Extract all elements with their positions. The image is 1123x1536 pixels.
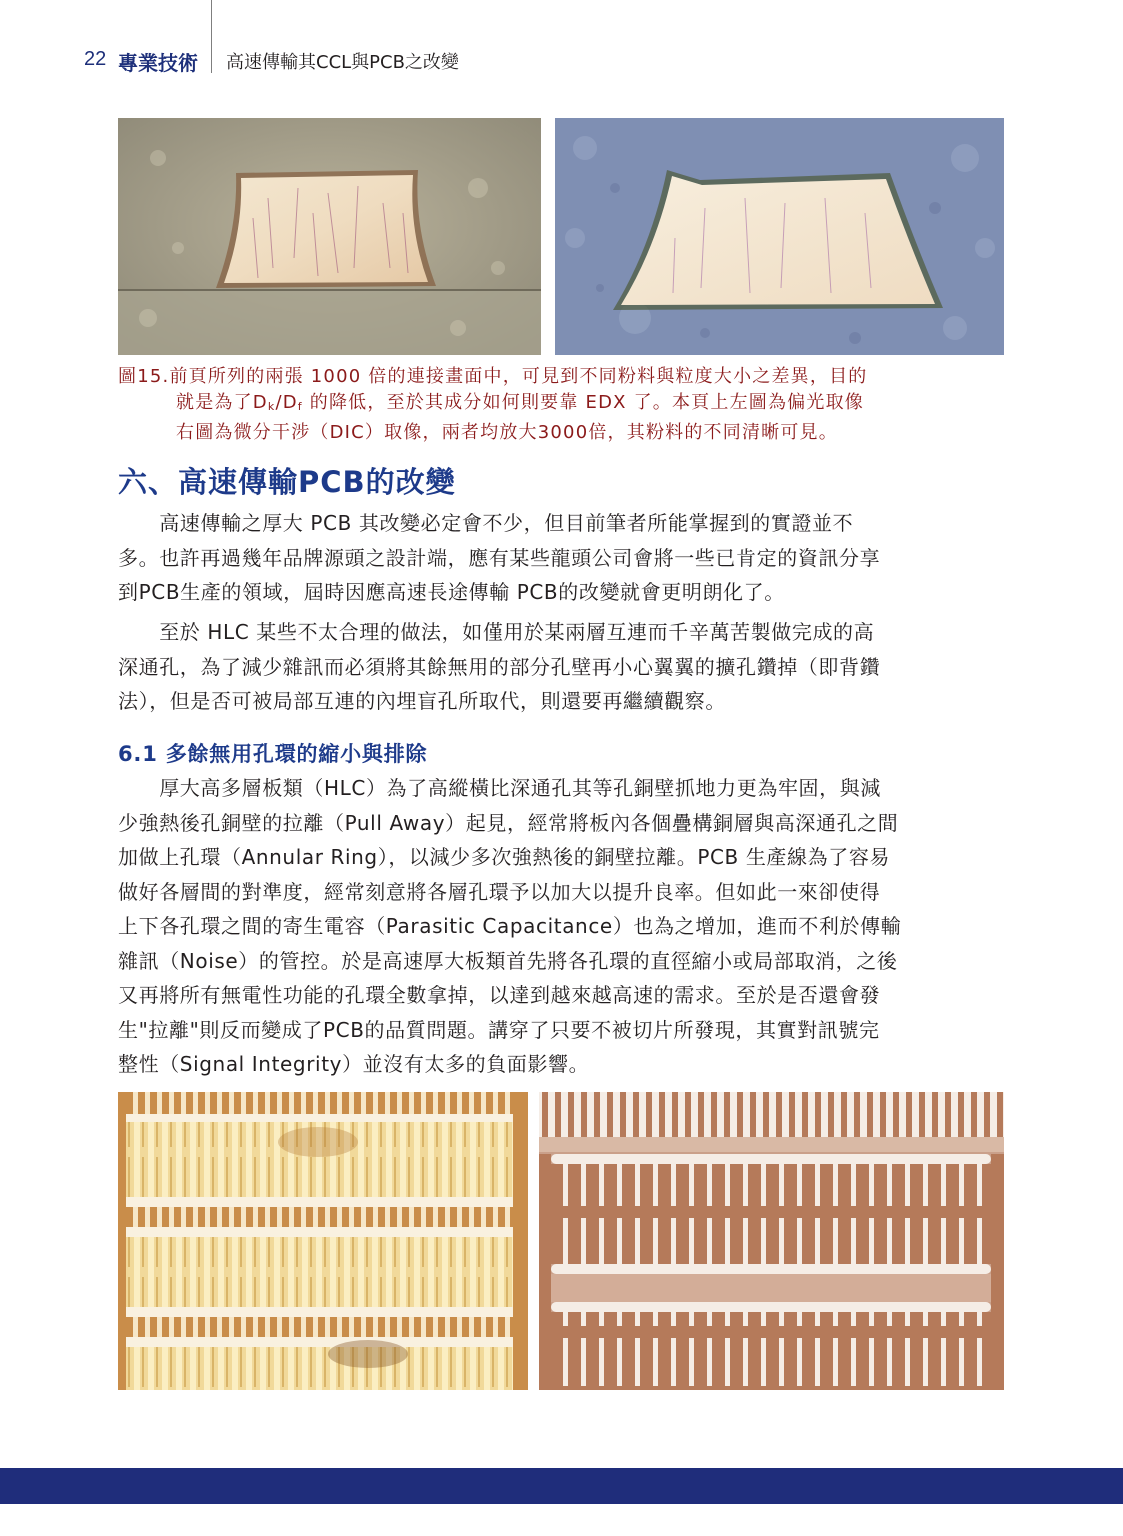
paragraph-line: 又再將所有無電性功能的孔環全數拿掉，以達到越來越高速的需求。至於是否還會發 [118, 983, 881, 1007]
cross-section-left [118, 1092, 528, 1390]
paragraph-1 [118, 506, 1006, 610]
cross-section-right [539, 1092, 1004, 1390]
caption-line-3: 右圖為微分干涉（DIC）取像，兩者均放大3000倍，其粉料的不同清晰可見。 [176, 422, 838, 443]
header-divider [211, 0, 212, 73]
paragraph-line: 少強熱後孔銅壁的拉離（Pull Away）起見，經常將板內各個疊構銅層與高深通孔之間 [118, 810, 899, 835]
caption-line-1: 前頁所列的兩張 1000 倍的連接畫面中，可見到不同粉料與粒度大小之差異，目的 [169, 366, 868, 387]
paragraph-line: 雜訊（Noise）的管控。於是高速厚大板類首先將各孔環的直徑縮小或局部取消，之後 [118, 948, 898, 973]
subsection-heading: 6.1 多餘無用孔環的縮小與排除 [118, 742, 428, 766]
paragraph-3 [118, 771, 1006, 1082]
page-header [0, 0, 1123, 75]
section-label: 專業技術 [118, 51, 198, 75]
paragraph-line: 生"拉離"則反而變成了PCB的品質問題。講穿了只要不被切片所發現，其實對訊號完 [118, 1017, 880, 1042]
article-title: 高速傳輸其CCL與PCB之改變 [226, 52, 459, 73]
paragraph-line: 至於 HLC 某些不太合理的做法，如僅用於某兩層互連而千辛萬苦製做完成的高 [118, 620, 875, 644]
paragraph-line: 上下各孔環之間的寄生電容（Parasitic Capacitance）也為之增加，進而不利於傳輸 [118, 914, 902, 938]
caption-line-2: 就是為了$D_k/D_f$ 的降低，至於其成分如何則要靠 EDX 了。本頁上左圖為偏光取像 [176, 392, 864, 413]
figure-caption [118, 364, 1008, 446]
page-number: 22 [84, 48, 107, 70]
paragraph-line: 加做上孔環（Annular Ring），以減少多次強熱後的銅壁拉離。PCB 生產線為了容易 [118, 845, 891, 869]
paragraph-2 [118, 615, 1006, 719]
paragraph-line: 法），但是否可被局部互連的內埋盲孔所取代，則還要再繼續觀察。 [118, 689, 726, 713]
paragraph-line: 高速傳輸之厚大 PCB 其改變必定會不少，但目前筆者所能掌握到的實證並不 [118, 511, 854, 535]
footer-bar [0, 1468, 1123, 1504]
paragraph-line: 做好各層間的對準度，經常刻意將各層孔環予以加大以提升良率。但如此一來卻使得 [118, 879, 881, 904]
micrograph-polarized [118, 118, 541, 355]
paragraph-line: 深通孔，為了減少雜訊而必須將其餘無用的部分孔壁再小心翼翼的擴孔鑽掉（即背鑽 [118, 654, 881, 679]
micrograph-dic [555, 118, 1004, 355]
paragraph-line: 到PCB生產的領域，屆時因應高速長途傳輸 PCB的改變就會更明朗化了。 [118, 580, 785, 604]
caption-label: 圖15. [118, 366, 170, 387]
paragraph-line: 多。也許再過幾年品牌源頭之設計端，應有某些龍頭公司會將一些已肯定的資訊分享 [118, 545, 881, 570]
paragraph-line: 整性（Signal Integrity）並沒有太多的負面影響。 [118, 1052, 590, 1076]
paragraph-line: 厚大高多層板類（HLC）為了高縱橫比深通孔其等孔銅壁抓地力更為牢固，與減 [118, 776, 881, 800]
section-heading: 六、高速傳輸PCB的改變 [118, 465, 456, 499]
